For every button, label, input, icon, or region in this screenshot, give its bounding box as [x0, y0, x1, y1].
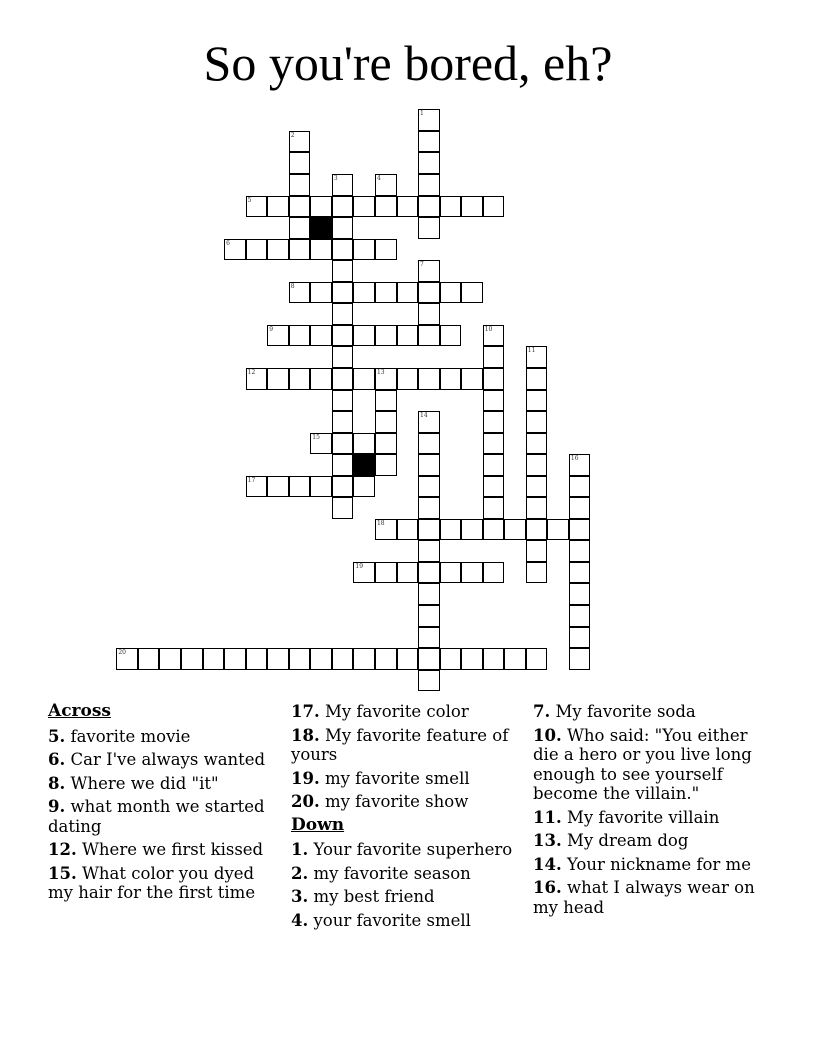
page-title: So you're bored, eh?: [203, 35, 613, 91]
grid-cell[interactable]: [418, 497, 440, 519]
grid-cell[interactable]: [289, 131, 311, 153]
grid-cell[interactable]: [440, 519, 462, 541]
grid-cell[interactable]: [224, 239, 246, 261]
grid-cell[interactable]: [375, 433, 397, 455]
cell-number: 10: [484, 325, 493, 333]
grid-cell[interactable]: [332, 648, 354, 670]
clue-across-15: [48, 864, 280, 903]
grid-cell[interactable]: [461, 519, 483, 541]
clue-number: 8.: [48, 773, 66, 793]
clue-text: what I always wear on my head: [533, 878, 755, 917]
grid-cell[interactable]: [526, 368, 548, 390]
grid-cell[interactable]: [418, 411, 440, 433]
clue-number: 17.: [291, 702, 320, 721]
grid-cell[interactable]: [375, 648, 397, 670]
grid-cell[interactable]: [569, 562, 591, 584]
grid-cell[interactable]: [397, 368, 419, 390]
clue-number: 9.: [48, 797, 66, 816]
grid-cell[interactable]: [569, 519, 591, 541]
cell-number: 13: [376, 368, 385, 376]
grid-cell[interactable]: [289, 648, 311, 670]
grid-cell[interactable]: [310, 325, 332, 347]
grid-cell[interactable]: [289, 196, 311, 218]
cell-number: 9: [269, 325, 274, 333]
grid-cell[interactable]: [267, 476, 289, 498]
grid-cell[interactable]: [418, 303, 440, 325]
clue-text: my favorite show: [324, 792, 469, 811]
grid-cell[interactable]: [310, 648, 332, 670]
grid-cell[interactable]: [418, 109, 440, 131]
grid-cell[interactable]: [375, 196, 397, 218]
cell-number: 16: [570, 455, 579, 463]
grid-cell[interactable]: [483, 433, 505, 455]
grid-cell[interactable]: [332, 174, 354, 196]
clue-text: your favorite smell: [313, 910, 471, 930]
clue-number: 14.: [533, 854, 562, 874]
grid-cell[interactable]: [332, 303, 354, 325]
grid-cell[interactable]: [353, 368, 375, 390]
grid-cell[interactable]: [418, 152, 440, 174]
cell-number: 20: [118, 649, 126, 657]
grid-cell[interactable]: [526, 346, 548, 368]
clue-down-4: [291, 911, 523, 931]
grid-cell[interactable]: [246, 239, 268, 261]
grid-cell[interactable]: [483, 562, 505, 584]
clue-across-20: [291, 792, 523, 812]
clues-column-3: [533, 702, 765, 921]
down-header: Down: [291, 814, 345, 835]
clue-down-16: [533, 878, 765, 917]
clue-down-2: [291, 864, 523, 884]
grid-cell[interactable]: [526, 562, 548, 584]
grid-cell[interactable]: [181, 648, 203, 670]
grid-cell[interactable]: [246, 648, 268, 670]
grid-cell[interactable]: [353, 282, 375, 304]
grid-cell[interactable]: [332, 476, 354, 498]
grid-cell[interactable]: [375, 282, 397, 304]
black-cell: [353, 454, 375, 476]
grid-cell[interactable]: [159, 648, 181, 670]
grid-cell[interactable]: [375, 454, 397, 476]
grid-cell[interactable]: [332, 239, 354, 261]
cell-number: 11: [527, 347, 536, 355]
grid-cell[interactable]: [310, 196, 332, 218]
grid-cell[interactable]: [332, 411, 354, 433]
grid-cell[interactable]: [418, 648, 440, 670]
clue-number: 20.: [291, 792, 320, 811]
clue-down-1: [291, 840, 523, 860]
clue-across-12: [48, 840, 280, 860]
crossword-grid: [117, 110, 617, 710]
grid-cell[interactable]: [461, 282, 483, 304]
clue-number: 13.: [533, 831, 562, 850]
grid-cell[interactable]: [332, 433, 354, 455]
grid-cell[interactable]: [418, 174, 440, 196]
grid-cell[interactable]: [375, 368, 397, 390]
clue-number: 7.: [533, 702, 551, 721]
grid-cell[interactable]: [418, 605, 440, 627]
grid-cell[interactable]: [418, 131, 440, 153]
clue-number: 6.: [48, 750, 66, 769]
grid-cell[interactable]: [440, 368, 462, 390]
cell-number: 14: [420, 412, 428, 420]
grid-cell[interactable]: [461, 648, 483, 670]
clue-text: my favorite smell: [324, 768, 470, 788]
grid-cell[interactable]: [461, 368, 483, 390]
clue-text: Your favorite superhero: [313, 840, 513, 859]
grid-cell[interactable]: [224, 648, 246, 670]
grid-cell[interactable]: [461, 196, 483, 218]
grid-cell[interactable]: [289, 282, 311, 304]
clue-text: favorite movie: [70, 726, 191, 746]
grid-cell[interactable]: [483, 476, 505, 498]
grid-cell[interactable]: [375, 174, 397, 196]
grid-cell[interactable]: [418, 325, 440, 347]
grid-cell[interactable]: [483, 368, 505, 390]
clue-text: My favorite color: [324, 702, 469, 721]
grid-cell[interactable]: [483, 519, 505, 541]
grid-cell[interactable]: [569, 476, 591, 498]
clue-text: Where we did "it": [70, 773, 219, 793]
grid-cell[interactable]: [353, 562, 375, 584]
grid-cell[interactable]: [353, 196, 375, 218]
grid-cell[interactable]: [440, 325, 462, 347]
grid-cell[interactable]: [418, 670, 440, 692]
grid-cell[interactable]: [375, 390, 397, 412]
grid-cell[interactable]: [569, 583, 591, 605]
clue-number: 18.: [291, 725, 320, 745]
grid-cell[interactable]: [246, 196, 268, 218]
grid-cell[interactable]: [246, 368, 268, 390]
clue-across-19: [291, 769, 523, 789]
grid-cell[interactable]: [332, 260, 354, 282]
grid-cell[interactable]: [483, 497, 505, 519]
grid-cell[interactable]: [418, 368, 440, 390]
grid-cell[interactable]: [267, 196, 289, 218]
grid-cell[interactable]: [569, 648, 591, 670]
grid-cell[interactable]: [483, 648, 505, 670]
grid-cell[interactable]: [353, 239, 375, 261]
grid-cell[interactable]: [483, 325, 505, 347]
grid-cell[interactable]: [418, 627, 440, 649]
clue-down-11: [533, 808, 765, 828]
clue-text: My favorite soda: [555, 702, 696, 721]
grid-cell[interactable]: [332, 497, 354, 519]
grid-cell[interactable]: [440, 562, 462, 584]
cell-number: 5: [247, 196, 252, 204]
grid-cell[interactable]: [267, 648, 289, 670]
grid-cell[interactable]: [397, 325, 419, 347]
grid-cell[interactable]: [267, 239, 289, 261]
grid-cell[interactable]: [440, 282, 462, 304]
cell-number: 15: [312, 433, 320, 441]
grid-cell[interactable]: [397, 562, 419, 584]
cell-number: 1: [420, 110, 424, 118]
clue-across-18: [291, 726, 523, 765]
grid-cell[interactable]: [440, 196, 462, 218]
grid-cell[interactable]: [375, 239, 397, 261]
clue-text: what month we started dating: [48, 797, 265, 836]
grid-cell[interactable]: [289, 476, 311, 498]
grid-cell[interactable]: [332, 346, 354, 368]
grid-cell[interactable]: [526, 454, 548, 476]
grid-cell[interactable]: [267, 368, 289, 390]
grid-cell[interactable]: [418, 583, 440, 605]
grid-cell[interactable]: [526, 476, 548, 498]
grid-cell[interactable]: [526, 540, 548, 562]
grid-cell[interactable]: [483, 346, 505, 368]
grid-cell[interactable]: [332, 217, 354, 239]
clue-text: My favorite feature of yours: [291, 725, 509, 764]
clue-down-14: [533, 855, 765, 875]
grid-cell[interactable]: [418, 282, 440, 304]
clue-number: 3.: [291, 887, 309, 906]
clue-text: Car I've always wanted: [70, 750, 266, 769]
cell-number: 6: [226, 239, 230, 247]
grid-cell[interactable]: [397, 282, 419, 304]
cell-number: 12: [247, 368, 256, 376]
clue-number: 2.: [291, 863, 309, 883]
grid-cell[interactable]: [310, 433, 332, 455]
grid-cell[interactable]: [289, 325, 311, 347]
grid-cell[interactable]: [483, 411, 505, 433]
cell-number: 18: [376, 519, 385, 527]
grid-cell[interactable]: [289, 217, 311, 239]
grid-cell[interactable]: [310, 476, 332, 498]
grid-cell[interactable]: [569, 627, 591, 649]
clue-number: 16.: [533, 878, 562, 897]
grid-cell[interactable]: [289, 174, 311, 196]
clue-text: Your nickname for me: [566, 854, 751, 874]
grid-cell[interactable]: [418, 454, 440, 476]
grid-cell[interactable]: [526, 648, 548, 670]
grid-cell[interactable]: [526, 519, 548, 541]
grid-cell[interactable]: [418, 476, 440, 498]
grid-cell[interactable]: [504, 519, 526, 541]
grid-cell[interactable]: [375, 562, 397, 584]
grid-cell[interactable]: [116, 648, 138, 670]
grid-cell[interactable]: [526, 411, 548, 433]
grid-cell[interactable]: [138, 648, 160, 670]
clue-number: 19.: [291, 768, 320, 788]
grid-cell[interactable]: [569, 454, 591, 476]
clue-text: Where we first kissed: [81, 840, 264, 859]
cell-number: 17: [247, 476, 256, 484]
grid-cell[interactable]: [310, 282, 332, 304]
clue-text: my favorite season: [313, 863, 471, 883]
grid-cell[interactable]: [353, 476, 375, 498]
grid-cell[interactable]: [440, 648, 462, 670]
grid-cell[interactable]: [397, 519, 419, 541]
grid-cell[interactable]: [332, 390, 354, 412]
clue-down-7: [533, 702, 765, 722]
grid-cell[interactable]: [353, 433, 375, 455]
clue-text: my best friend: [313, 887, 435, 906]
grid-cell[interactable]: [353, 648, 375, 670]
grid-cell[interactable]: [332, 368, 354, 390]
grid-cell[interactable]: [418, 540, 440, 562]
clue-text: Who said: "You either die a hero or you live long enough to see yourself become the villain.": [533, 725, 752, 803]
clue-down-13: [533, 831, 765, 851]
cell-number: 3: [333, 175, 338, 182]
grid-cell[interactable]: [375, 411, 397, 433]
clue-number: 10.: [533, 725, 562, 745]
grid-cell[interactable]: [375, 519, 397, 541]
clue-text: My favorite villain: [566, 807, 720, 827]
cell-number: 8: [290, 282, 295, 290]
grid-cell[interactable]: [397, 196, 419, 218]
grid-cell[interactable]: [569, 497, 591, 519]
clue-down-3: [291, 887, 523, 907]
clue-number: 12.: [48, 840, 77, 859]
grid-cell[interactable]: [332, 325, 354, 347]
grid-cell[interactable]: [483, 196, 505, 218]
clue-across-8: [48, 774, 280, 794]
grid-cell[interactable]: [461, 562, 483, 584]
grid-cell[interactable]: [418, 196, 440, 218]
grid-cell[interactable]: [289, 368, 311, 390]
clues-column-1: [48, 702, 280, 907]
clue-text: What color you dyed my hair for the first time: [48, 863, 256, 902]
grid-cell[interactable]: [332, 196, 354, 218]
clue-across-17: [291, 702, 523, 722]
grid-cell[interactable]: [397, 648, 419, 670]
grid-cell[interactable]: [569, 605, 591, 627]
grid-cell[interactable]: [526, 390, 548, 412]
grid-cell[interactable]: [203, 648, 225, 670]
grid-cell[interactable]: [267, 325, 289, 347]
grid-cell[interactable]: [483, 390, 505, 412]
clue-number: 15.: [48, 863, 77, 883]
cell-number: 19: [355, 562, 364, 570]
grid-cell[interactable]: [418, 562, 440, 584]
grid-cell[interactable]: [418, 519, 440, 541]
grid-cell[interactable]: [569, 540, 591, 562]
grid-cell[interactable]: [310, 368, 332, 390]
grid-cell[interactable]: [418, 433, 440, 455]
black-cell: [310, 217, 332, 239]
cell-number: 2: [290, 131, 295, 139]
grid-cell[interactable]: [310, 239, 332, 261]
cell-number: 7: [420, 261, 424, 269]
clues-column-2: [291, 702, 523, 934]
grid-cell[interactable]: [289, 152, 311, 174]
grid-cell[interactable]: [526, 433, 548, 455]
grid-cell[interactable]: [332, 282, 354, 304]
clue-text: My dream dog: [566, 831, 689, 850]
grid-cell[interactable]: [418, 260, 440, 282]
cell-number: 4: [376, 175, 381, 182]
clue-down-10: [533, 726, 765, 804]
clue-number: 4.: [291, 910, 309, 930]
grid-cell[interactable]: [483, 454, 505, 476]
grid-cell[interactable]: [353, 325, 375, 347]
grid-cell[interactable]: [526, 497, 548, 519]
clue-number: 5.: [48, 726, 66, 746]
across-header: Across: [48, 701, 111, 721]
grid-cell[interactable]: [375, 325, 397, 347]
clue-number: 11.: [533, 807, 562, 827]
grid-cell[interactable]: [246, 476, 268, 498]
grid-cell[interactable]: [418, 217, 440, 239]
grid-cell[interactable]: [332, 454, 354, 476]
clue-across-6: [48, 750, 280, 770]
clue-across-5: [48, 727, 280, 747]
grid-cell[interactable]: [504, 648, 526, 670]
grid-cell[interactable]: [547, 519, 569, 541]
clue-number: 1.: [291, 840, 309, 859]
grid-cell[interactable]: [289, 239, 311, 261]
clue-across-9: [48, 797, 280, 836]
